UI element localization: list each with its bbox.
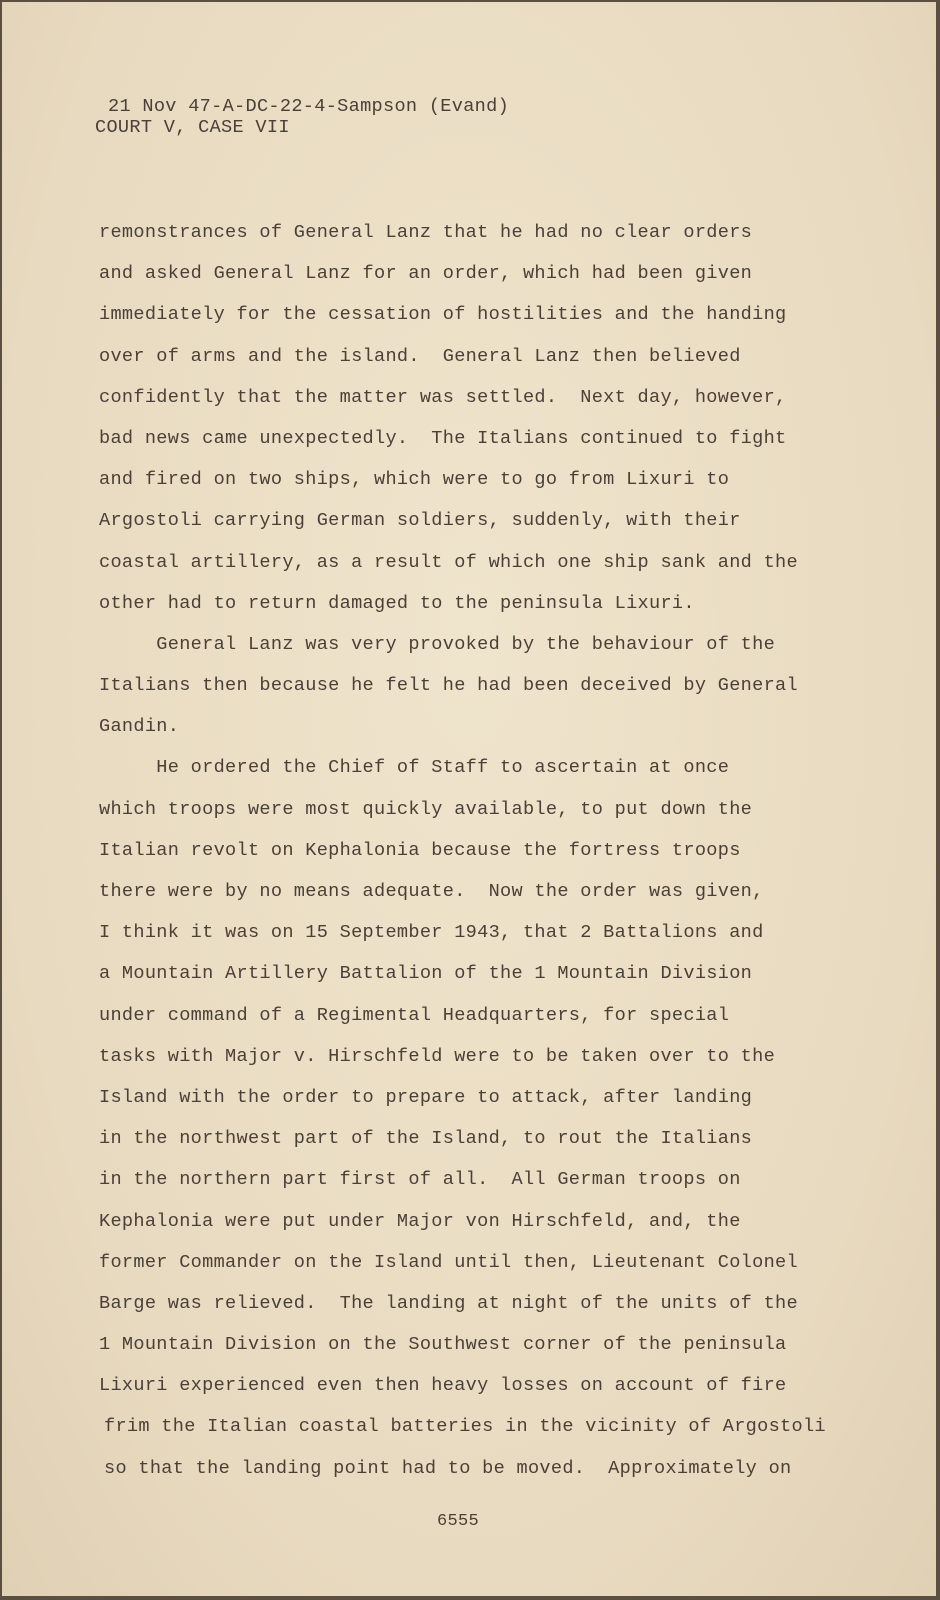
- text-line: 1 Mountain Division on the Southwest corner of the peninsula: [99, 1334, 787, 1356]
- text-line: I think it was on 15 September 1943, that 2 Battalions and: [99, 922, 764, 944]
- text-line: under command of a Regimental Headquarters, for special: [99, 1004, 730, 1026]
- text-line: in the northwest part of the Island, to rout the Italians: [99, 1128, 753, 1150]
- text-line: a Mountain Artillery Battalion of the 1 Mountain Division: [99, 963, 753, 985]
- text-line: Lixuri experienced even then heavy losses on account of fire: [99, 1375, 787, 1397]
- document-header: [95, 96, 510, 138]
- text-line: Kephalonia were put under Major von Hirschfeld, and, the: [99, 1210, 741, 1232]
- page-number: 6555: [437, 1512, 480, 1531]
- text-line: frim the Italian coastal batteries in the vicinity of Argostoli: [104, 1416, 826, 1438]
- text-line: and asked General Lanz for an order, which had been given: [99, 263, 753, 285]
- document-body: [99, 221, 899, 1498]
- text-line: bad news came unexpectedly. The Italians continued to fight: [99, 427, 787, 449]
- text-line: Italian revolt on Kephalonia because the fortress troops: [99, 839, 741, 861]
- text-line: in the northern part first of all. All German troops on: [99, 1169, 741, 1191]
- text-line: Barge was relieved. The landing at night of the units of the: [99, 1292, 798, 1314]
- text-line: over of arms and the island. General Lanz then believed: [99, 345, 741, 367]
- text-line: and fired on two ships, which were to go from Lixuri to: [99, 469, 730, 491]
- text-line: tasks with Major v. Hirschfeld were to be taken over to the: [99, 1045, 776, 1067]
- text-line: confidently that the matter was settled. Next day, however,: [99, 386, 787, 408]
- text-line: so that the landing point had to be moved. Approximately on: [104, 1457, 792, 1479]
- text-line: Gandin.: [99, 716, 180, 738]
- text-line: which troops were most quickly available, to put down the: [99, 798, 753, 820]
- text-line: General Lanz was very provoked by the behaviour of the: [99, 633, 776, 655]
- text-line: Argostoli carrying German soldiers, suddenly, with their: [99, 510, 741, 532]
- text-line: former Commander on the Island until then, Lieutenant Colonel: [99, 1251, 798, 1273]
- header-reference: 21 Nov 47-A-DC-22-4-Sampson (Evand): [108, 96, 510, 117]
- text-line: immediately for the cessation of hostilities and the handing: [99, 304, 787, 326]
- text-line: there were by no means adequate. Now the order was given,: [99, 881, 764, 902]
- document-page: [2, 2, 936, 1596]
- text-line: other had to return damaged to the peninsula Lixuri.: [99, 592, 695, 614]
- text-line: He ordered the Chief of Staff to ascertain at once: [99, 757, 730, 779]
- text-line: Italians then because he felt he had been deceived by General: [99, 675, 798, 697]
- text-line: Island with the order to prepare to attack, after landing: [99, 1086, 753, 1108]
- header-court-case: COURT V, CASE VII: [95, 117, 290, 138]
- text-line: remonstrances of General Lanz that he had no clear orders: [99, 222, 753, 243]
- text-line: coastal artillery, as a result of which one ship sank and the: [99, 551, 798, 573]
